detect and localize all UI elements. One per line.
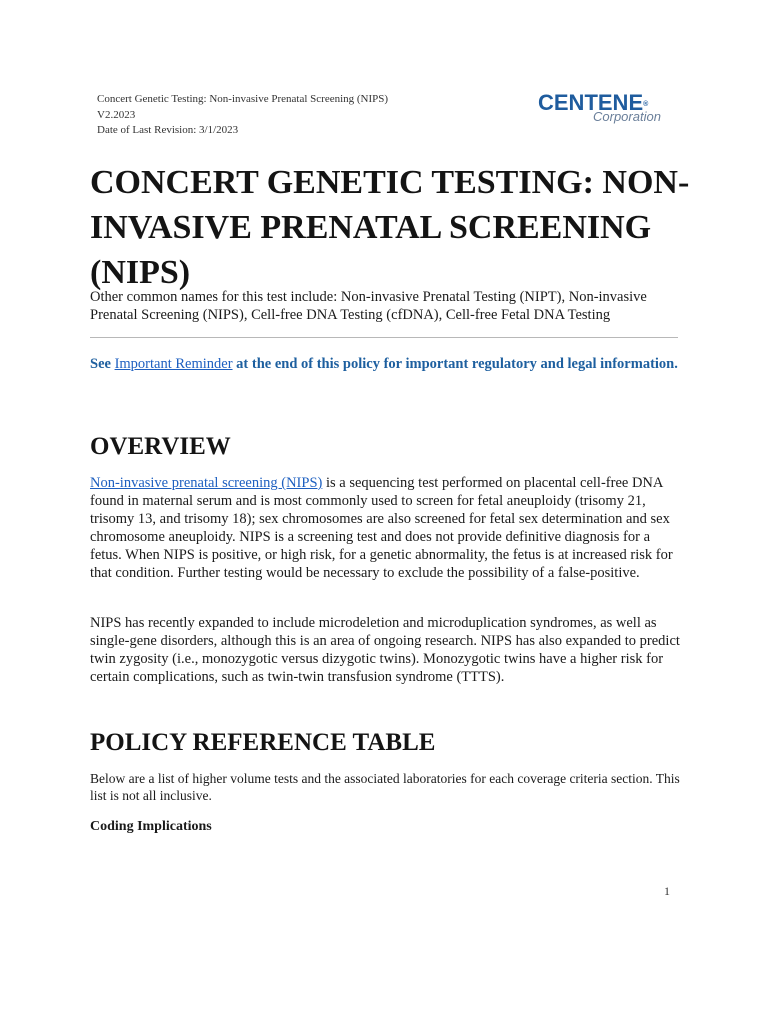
centene-logo [538,91,678,127]
alternate-names: Other common names for this test include: Non-invasive Prenatal Testing (NIPT), Non-invasive Prenatal Screening (NIPS), Cell-free DNA Testing (cfDNA), Cell-free Fetal DNA Testing [90,289,647,323]
important-reminder-link[interactable]: Important Reminder [114,356,233,372]
header-revision-date: Date of Last Revision: 3/1/2023 [97,124,239,136]
reminder-prefix: See [90,356,115,372]
overview-paragraph-2: NIPS has recently expanded to include microdeletion and microduplication syndromes, as well as single-gene disorders, although this is an area of ongoing research. NIPS has also expanded to predict twin zygosity (i.e., monozygotic versus dizygotic twins). Monozygotic twins have a higher risk for certain complications, such as twin-twin transfusion syndrome (TTTS). [90,615,680,685]
policy-intro: Below are a list of higher volume tests and the associated laboratories for each coverage criteria section. This list is not all inclusive. [90,771,680,803]
coding-implications-subheading: Coding Implications [90,819,212,834]
document-header [97,92,388,139]
header-doc-title: Concert Genetic Testing: Non-invasive Prenatal Screening (NIPS) [97,93,389,105]
logo-wordmark: CENTENE [538,90,644,115]
overview-paragraph-1-text: is a sequencing test performed on placental cell-free DNA found in maternal serum and is most commonly used to screen for fetal aneuploidy (trisomy 21, trisomy 13, and trisomy 18); sex chromosomes are also screened for fetal sex determination and sex chromosome aneuploidy. NIPS is a screening test and does not provide definitive diagnosis for a fetus. When NIPS is positive, or high risk, for a genetic abnormality, the fetus is at increased risk for that condition. Further testing would be necessary to exclude the possibility of a false-positive. [90,475,673,581]
nips-link[interactable]: Non-invasive prenatal screening (NIPS) [90,475,323,491]
reminder-suffix: at the end of this policy for important regulatory and legal information. [232,356,678,372]
divider [90,337,678,338]
logo-subtitle: Corporation [593,109,661,124]
page-title: CONCERT GENETIC TESTING: NON-INVASIVE PRENATAL SCREENING (NIPS) [90,164,690,291]
overview-paragraph-1 [90,474,680,582]
policy-reference-heading: POLICY REFERENCE TABLE [90,729,436,756]
logo-registered-mark: ® [643,101,649,108]
overview-heading: OVERVIEW [90,433,231,460]
page-number: 1 [664,884,670,898]
header-version: V2.2023 [97,108,136,121]
important-reminder-notice [90,355,690,373]
